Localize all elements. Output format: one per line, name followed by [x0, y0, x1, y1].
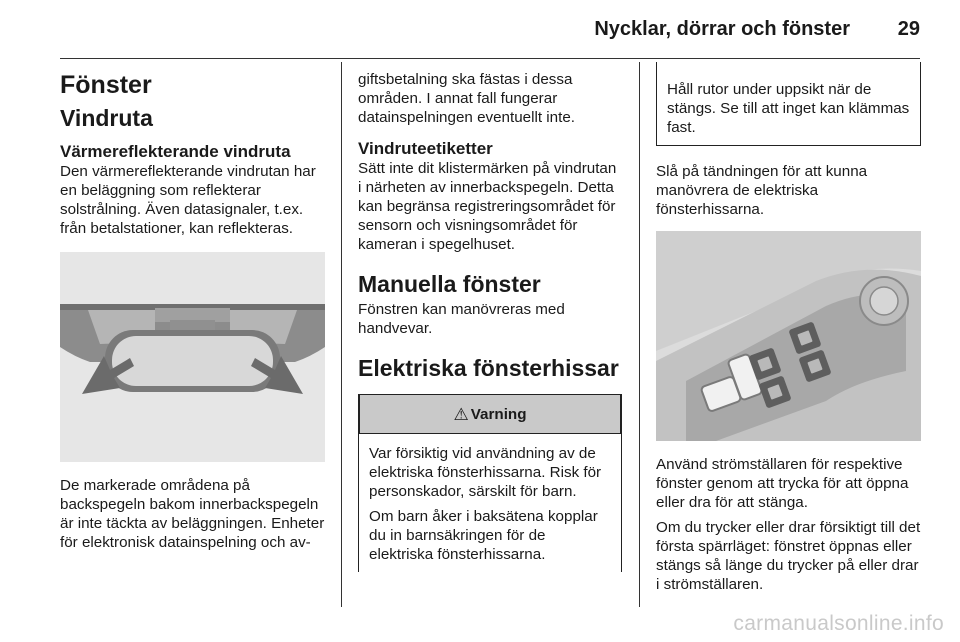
column-3	[656, 62, 921, 594]
heading-windshield-labels: Vindruteetiketter	[358, 139, 493, 158]
heading-power-windows: Elektriska fönsterhissar	[358, 355, 619, 381]
warning-title: Varning	[470, 405, 527, 423]
heading-windshield: Vindruta	[60, 105, 153, 131]
warning-icon: ⚠	[453, 404, 469, 424]
paragraph-switch-use: Använd strömställaren för respektive fönster genom att trycka för att öppna eller dra för att stänga.	[656, 456, 909, 511]
header-rule	[60, 58, 920, 59]
paragraph-payment: giftsbetalning ska fästas i dessa områden. I annat fall fungerar datainspelningen eventuellt inte.	[358, 71, 576, 126]
paragraph-ignition: Slå på tändningen för att kunna manövrera de elektriska fönsterhissarna.	[656, 163, 868, 218]
warning-continuation-box	[656, 62, 921, 146]
column-2	[358, 70, 622, 572]
warning-paragraph-1: Var försiktig vid användning av de elektriska fönsterhissarna. Risk för personskador, särskilt för barn.	[369, 445, 602, 500]
column-1	[60, 70, 325, 552]
section-title: Nycklar, dörrar och fönster	[594, 18, 850, 40]
column-divider-1	[341, 62, 342, 607]
paragraph-first-detent: Om du trycker eller drar försiktigt till det första spärrläget: fönstret öppnas eller stängs så länge du trycker på eller drar i strömställaren.	[656, 519, 921, 593]
warning-note: Håll rutor under uppsikt när de stängs. Se till att inget kan klämmas fast.	[667, 81, 910, 136]
column-divider-2	[639, 62, 640, 607]
warning-paragraph-2: Om barn åker i baksätena kopplar du in barnsäkringen för de elektriska fönsterhissarna.	[369, 508, 598, 563]
warning-box	[358, 394, 622, 572]
warning-body	[359, 434, 621, 572]
rear-view-mirror-image	[60, 252, 325, 462]
watermark: carmanualsonline.info	[733, 612, 944, 635]
heading-manual-windows: Manuella fönster	[358, 271, 541, 297]
paragraph-heat-reflecting: Den värmereflekterande vindrutan har en beläggning som reflekterar solstrålning. Även datasignaler, t.ex. från betalstationer, kan reflekteras.	[60, 163, 316, 237]
page-number: 29	[897, 18, 920, 40]
window-switch-illustration	[656, 231, 921, 441]
window-switch-image	[656, 231, 921, 441]
mirror-illustration	[60, 252, 325, 462]
heading-windows: Fönster	[60, 71, 152, 99]
heading-heat-reflecting: Värmereflekterande vindruta	[60, 142, 291, 161]
paragraph-marked-areas: De markerade områdena på backspegeln bakom innerbackspegeln är inte täckta av beläggningen. Enheter för elektronisk datainspelning och av-	[60, 477, 325, 551]
paragraph-stickers: Sätt inte dit klistermärken på vindrutan i närheten av innerbackspegeln. Detta kan begränsa registreringsområdet för sensorn och visningsområdet för kameran i spegelhuset.	[358, 160, 617, 253]
paragraph-manual-windows: Fönstren kan manövreras med handvevar.	[358, 301, 565, 337]
warning-header	[359, 394, 621, 434]
